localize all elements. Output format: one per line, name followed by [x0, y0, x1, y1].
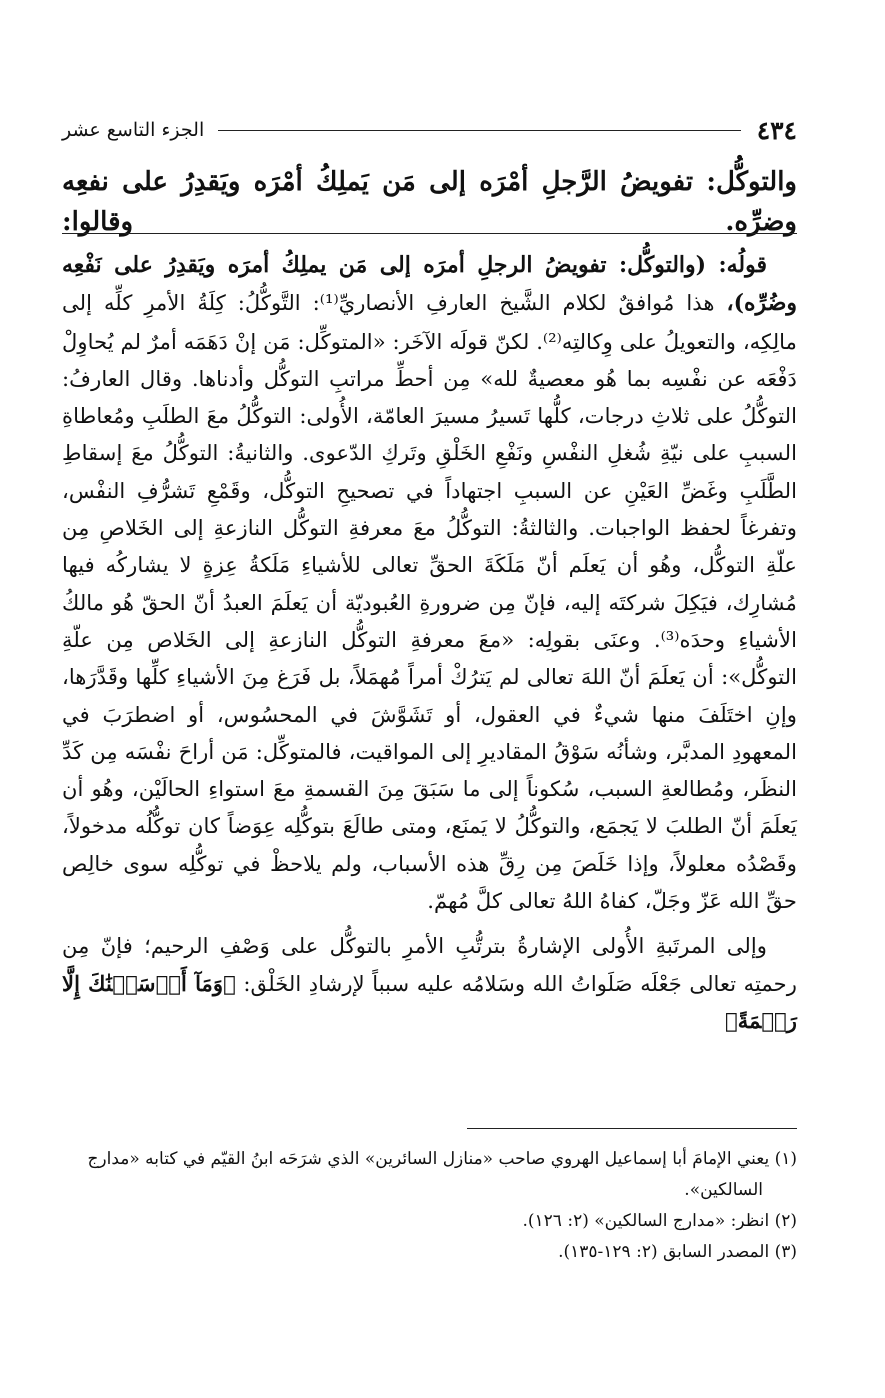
page-header — [62, 112, 797, 148]
footnote-2: (٢) انظر: «مدارج السالكين» (٢: ١٢٦). — [522, 1211, 797, 1231]
matn-text: والتوكُّل: تفويضُ الرَّجلِ أمْرَه إلى مَن يَملِكُ أمْرَه ويَقدِرُ على نفعِه وضرِّه. وقالوا: — [62, 167, 797, 237]
commentary-paragraph-1 — [62, 246, 797, 919]
commentary-lead: قولُه: (والتوكُّل: تفويضُ الرجلِ أمرَه إلى مَن يملِكُ أمرَه ويَقدِرُ على نَفْعِه وضُرِّه)، — [62, 252, 797, 317]
commentary-paragraph-2 — [62, 927, 797, 1039]
page-number: ٤٣٤ — [756, 115, 797, 145]
footnotes — [62, 1144, 797, 1268]
running-title: الجزء التاسع عشر — [62, 119, 205, 141]
footnote-1: (١) يعني الإمامَ أبا إسماعيل الهروي صاحب «منازل السائرين» الذي شرَحَه ابنُ القيّم في كتابه «مدارج السالكين». — [87, 1149, 797, 1200]
matn-divider — [62, 233, 797, 234]
commentary-body-2: وإلى المرتَبةِ الأُولى الإشارةُ بترتُّبِ الأمرِ بالتوكُّل على وَصْفِ الرحيم؛ فإنّ مِن رحمتِه تعالى جَعْلَه صَلَواتُ الله وسَلامُه عليه سبباً لإرشادِ الخَلْق: — [62, 933, 797, 996]
footnote-3: (٣) المصدر السابق (٢: ١٢٩-١٣٥). — [558, 1242, 797, 1262]
commentary-body-1: هذا مُوافقٌ لكلام الشَّيخ العارفِ الأنصاريِّ⁽¹⁾: التَّوكُّلُ: كِلَةُ الأمرِ كلِّه إلى مالِكِه، والتعويلُ على وِكالتِه⁽²⁾. لكنّ قولَه الآخَر: «المتوكِّل: مَن إنْ دَهَمَه أمرٌ لم يُحاوِلْ دَفْعَه عن نفْسِه بما هُو معصيةٌ لله» مِن أحطِّ مراتبِ التوكُّل وأدناها. وقال العارفُ: التوكُّلُ على ثلاثِ درجات، كلُّها تَسيرُ مسيرَ العامّة، الأُولى: التوكُّلُ معَ الطلَبِ ومُعاطاةِ السببِ على نيّةِ شُغلِ النفْسِ ونَفْعِ الخَلْقِ وتَركِ الدّعوى. والثانيةُ: التوكُّلُ معَ إسقاطِ الطَّلَبِ وغَضِّ العَيْنِ عن السببِ اجتهاداً في تصحيحِ التوكُّل، وقَمْعِ تَشرُّفِ النفْس، وتفرغاً لحفظ الواجبات. والثالثةُ: التوكُّلُ معَ معرفةِ التوكُّل النازعةِ إلى الخَلاصِ مِن علّةِ التوكُّل، وهُو أن يَعلَم أنّ مَلَكَةَ الحقِّ تعالى للأشياءِ مَلَكةُ عِزةٍ لا يشاركُه فيها مُشارِك، فيَكِلَ شركتَه إليه، فإنّ مِن ضرورةِ العُبوديّة أن يَعلَمَ العبدُ أنّ الحقّ هُو مالكُ الأشياءِ وحدَه⁽³⁾. وعنَى بقولِه: «معَ معرفةِ التوكُّل النازعةِ إلى الخَلاص مِن علّةِ التوكُّل»: أن يَعلَمَ أنّ اللهَ تعالى لم يَترُكْ أمراً مُهمَلاً، بل فَرَغ مِنَ الأشياءِ كلِّها وقَدَّرَها، وإنِ اختَلَفَ منها شيءٌ في العقول، أو تَشَوَّشَ في المحسُوس، أو اضطرَبَ في المعهودِ المدبَّر، وشأنُه سَوْقُ المقاديرِ إلى المواقيت، فالمتوكِّل: مَن أراحَ نفْسَه مِن كَدِّ النظَر، ومُطالعةِ السبب، سُكوناً إلى ما سَبَقَ مِنَ القسمةِ معَ استواءِ الحالَيْن، وهُو أن يَعلَمَ أنّ الطلبَ لا يَجمَع، والتوكُّلُ لا يَمنَع، ومتى طالَعَ بتوكُّلِه عِوَضاً كان توكُّلُه مدخولاً، وقَصْدُه معلولاً، وإذا خَلَصَ مِن رِقِّ هذه الأسباب، ولم يلاحظْ في توكُّلِه سوى خالِص حقِّ الله عَزّ وجَلّ، كفاهُ اللهُ تعالى كلَّ مُهمّ. — [62, 290, 797, 914]
header-rule — [218, 130, 740, 131]
commentary — [62, 246, 797, 1039]
quran-quote: ﴿وَمَآ أَرۡسَلۡنَٰكَ إِلَّا رَحۡمَةً﴾ — [62, 970, 797, 1033]
footnote-divider — [467, 1128, 797, 1129]
